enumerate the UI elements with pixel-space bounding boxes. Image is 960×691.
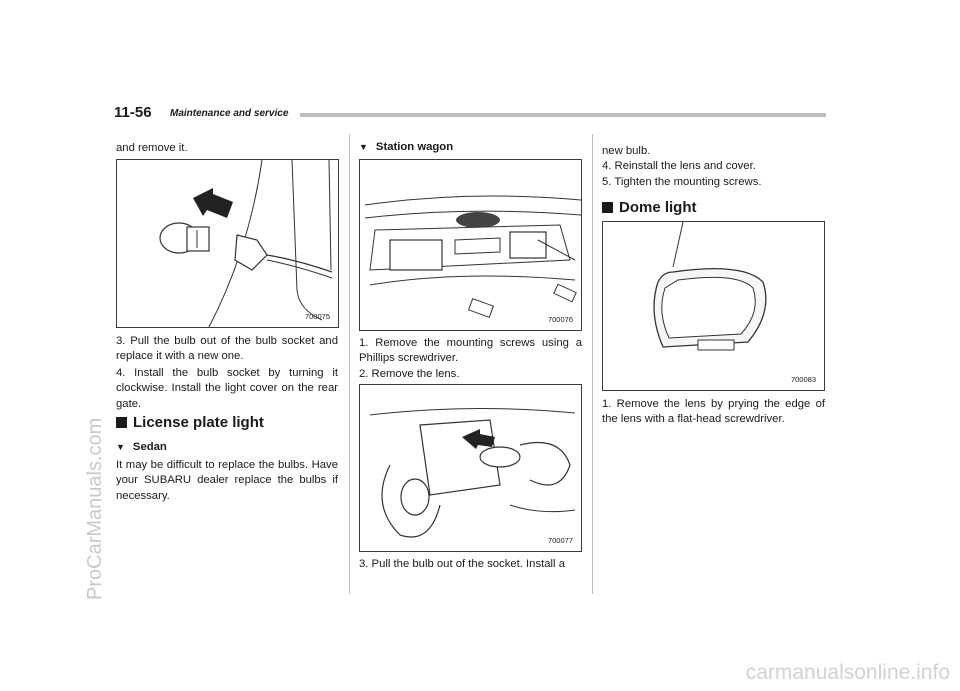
triangle-bullet-icon: ▼ [359, 142, 368, 152]
section-title-license: License plate light [116, 414, 338, 431]
intro-text: and remove it. [116, 142, 188, 154]
figure-dome-light [602, 221, 825, 391]
watermark-carmanualsonline: carmanualsonline.info [745, 661, 950, 684]
figure-code: 700075 [304, 312, 330, 321]
watermark-procarmanuals: ProCarManuals.com [84, 417, 106, 600]
section-square-icon [116, 417, 127, 428]
header-rule [300, 113, 826, 117]
sedan-text: It may be difficult to replace the bulbs. Have your SUBARU dealer replace the bulbs if necessary. [116, 459, 338, 502]
figure-code: 700076 [547, 315, 573, 324]
step-3-text: 3. Pull the bulb out of the socket. Install a [359, 558, 565, 570]
subheading-sedan: ▼ Sedan [116, 441, 167, 453]
step-3-text: 3. Pull the bulb out of the bulb socket and replace it with a new one. [116, 335, 338, 363]
license-plate-illustration [360, 160, 581, 330]
figure-code: 700077 [547, 536, 573, 545]
section-header: Maintenance and service [170, 108, 289, 119]
step-1-text: 1. Remove the mounting screws using a Phillips screwdriver. [359, 337, 582, 365]
triangle-bullet-icon: ▼ [116, 442, 125, 452]
figure-bulb-socket [116, 159, 339, 328]
continued-text: new bulb. [602, 145, 651, 157]
column-divider-1 [349, 134, 350, 594]
figure-code: 700083 [790, 375, 816, 384]
step-1-text: 1. Remove the lens by prying the edge of the lens with a flat-head screwdriver. [602, 398, 825, 426]
step-4-text: 4. Reinstall the lens and cover. [602, 160, 756, 172]
figure-remove-lens [359, 384, 582, 552]
figure-license-plate-screws [359, 159, 582, 331]
step-4-text: 4. Install the bulb socket by turning it clockwise. Install the light cover on the rear gate. [116, 367, 338, 410]
section-title-dome: Dome light [602, 199, 825, 216]
section-square-icon [602, 202, 613, 213]
remove-lens-illustration [360, 385, 581, 551]
column-divider-2 [592, 134, 593, 594]
bulb-socket-illustration [117, 160, 338, 327]
step-2-text: 2. Remove the lens. [359, 368, 460, 380]
page-number: 11-56 [114, 104, 152, 121]
step-5-text: 5. Tighten the mounting screws. [602, 176, 762, 188]
dome-light-illustration [603, 222, 824, 390]
subheading-station-wagon: ▼ Station wagon [359, 141, 454, 153]
